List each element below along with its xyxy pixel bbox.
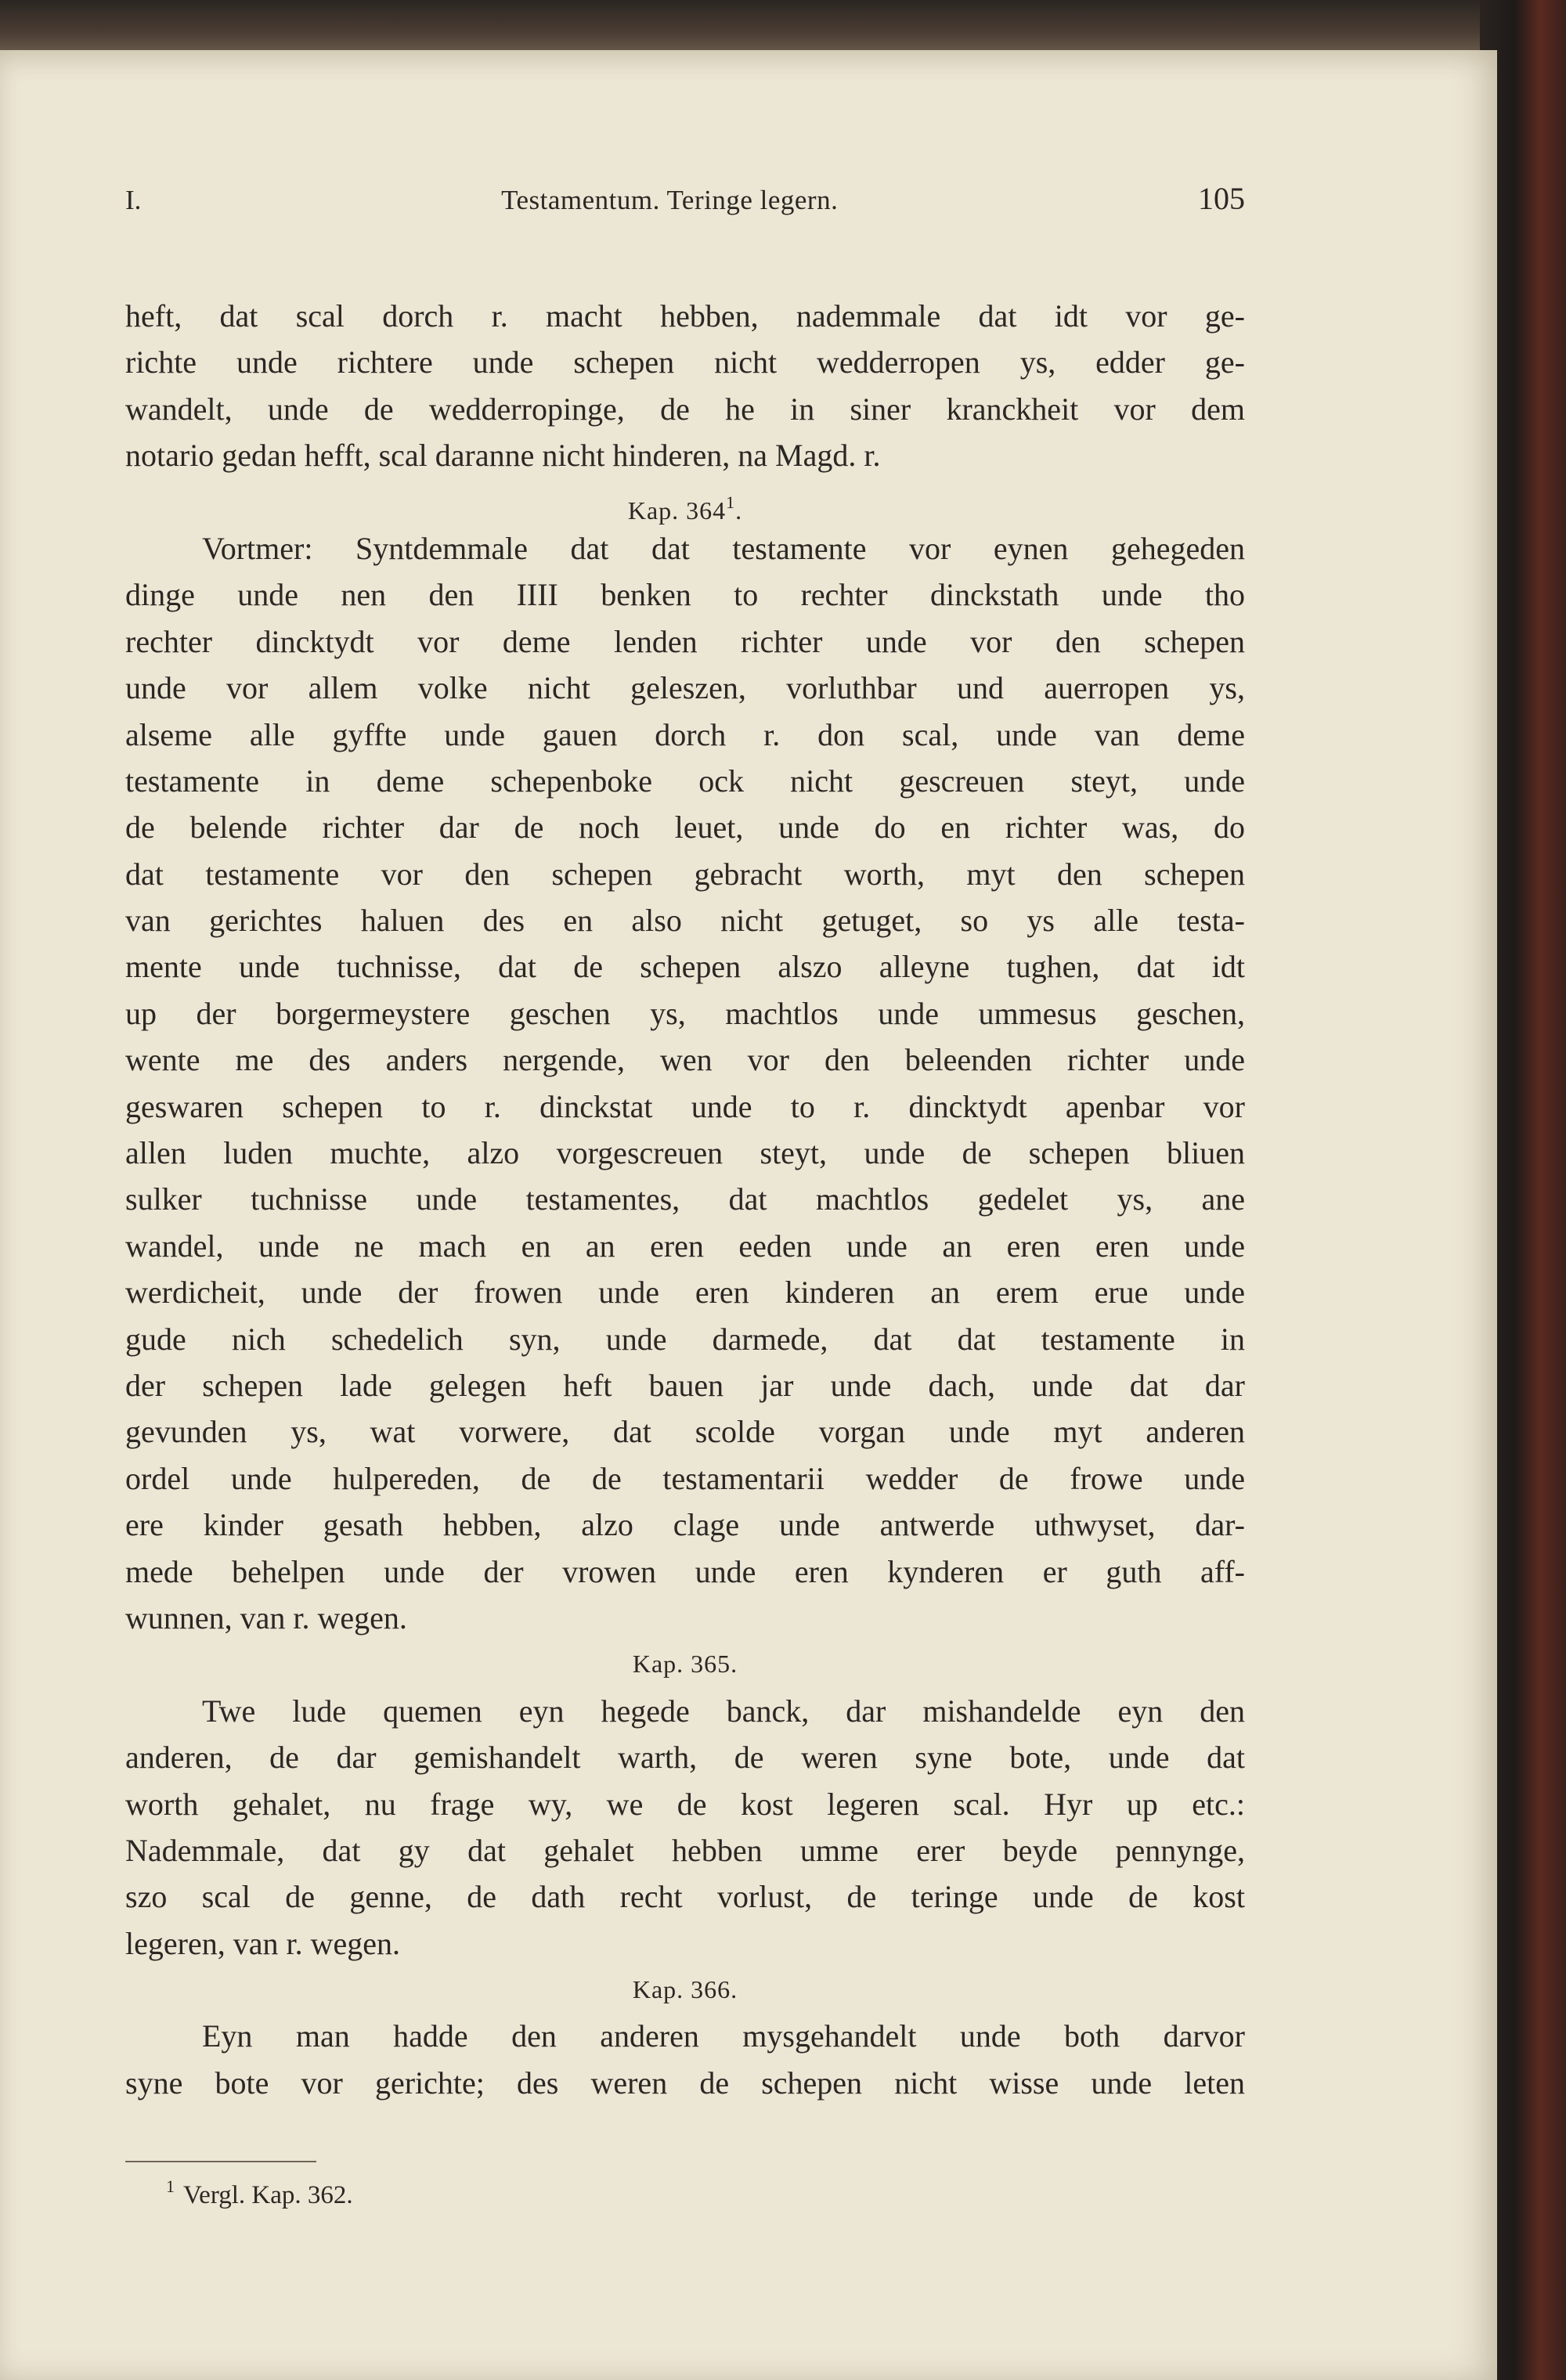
text-line: van gerichtes haluen des en also nicht getuget, so ys alle testa- [125,903,1245,939]
footnote-mark: 1 [166,2176,175,2196]
text-line: werdicheit, unde der frowen unde eren kinderen an erem erue unde [125,1275,1245,1311]
chapter-heading-text: Kap. 365. [632,1650,738,1679]
footnote-text: Vergl. Kap. 362. [183,2181,353,2209]
text-line: allen luden muchte, alzo vorgescreuen steyt, unde de schepen bliuen [125,1135,1245,1171]
text-line: syne bote vor gerichte; des weren de schepen nicht wisse unde leten [125,2064,1245,2101]
text-line: legeren, van r. wegen. [125,1925,400,1961]
footnote [166,2176,353,2210]
text-line: up der borgermeystere geschen ys, machtlos unde ummesus geschen, [125,995,1245,1031]
text-line: rechter dincktydt vor deme lenden richter unde vor den schepen [125,623,1245,659]
text-line: szo scal de genne, de dath recht vorlust, de teringe unde de kost [125,1879,1245,1915]
text-line: de belende richter dar de noch leuet, unde do en richter was, do [125,810,1245,846]
text-line: wunnen, van r. wegen. [125,1599,407,1635]
text-line: Eyn man hadde den anderen mysgehandelt unde both darvor [202,2018,1245,2054]
text-line: testamente in deme schepenboke ock nicht gescreuen steyt, unde [125,763,1245,799]
page-number: 105 [1198,181,1245,216]
text-line: Vortmer: Syntdemmale dat dat testamente vor eynen gehegeden [202,530,1245,566]
text-line: alseme alle gyffte unde gauen dorch r. don scal, unde van deme [125,716,1245,752]
chapter-heading-text: Kap. 366. [632,1975,738,2004]
body-text [125,293,1245,2106]
running-title: Testamentum. Teringe legern. [501,185,839,215]
text-line: dinge unde nen den IIII benken to rechter dinckstath unde tho [125,577,1245,613]
book-top-edge [0,0,1566,55]
text-line: ere kinder gesath hebben, alzo clage unde antwerde uthwyset, dar- [125,1507,1245,1543]
text-line: der schepen lade gelegen heft bauen jar unde dach, unde dat dar [125,1367,1245,1403]
chapter-heading [125,1641,1245,1687]
chapter-heading [125,1967,1245,2013]
book-page [0,50,1497,2380]
text-line: notario gedan hefft, scal daranne nicht hinderen, na Magd. r. [125,438,881,474]
text-line: heft, dat scal dorch r. macht hebben, nademmale dat idt vor ge- [125,298,1245,334]
text-line: wandel, unde ne mach en an eren eeden unde an eren eren unde [125,1228,1245,1264]
chapter-heading [125,479,1245,525]
text-line: unde vor allem volke nicht geleszen, vorluthbar und auerropen ys, [125,670,1245,706]
text-line: gevunden ys, wat vorwere, dat scolde vorgan unde myt anderen [125,1414,1245,1450]
text-line: wente me des anders nergende, wen vor den beleenden richter unde [125,1042,1245,1078]
text-line: anderen, de dar gemishandelt warth, de weren syne bote, unde dat [125,1740,1245,1776]
text-line: gude nich schedelich syn, unde darmede, dat dat testamente in [125,1321,1245,1357]
text-line: wandelt, unde de wedderropinge, de he in siner kranckheit vor dem [125,391,1245,427]
text-line: richte unde richtere unde schepen nicht wedderropen ys, edder ge- [125,344,1245,380]
footnote-rule [125,2161,316,2162]
text-line: mede behelpen unde der vrowen unde eren kynderen er guth aff- [125,1553,1245,1589]
text-line: Nademmale, dat gy dat gehalet hebben umme erer beyde pennynge, [125,1832,1245,1868]
chapter-heading-text: Kap. 364 [627,496,727,525]
text-line: sulker tuchnisse unde testamentes, dat machtlos gedelet ys, ane [125,1181,1245,1217]
text-line: geswaren schepen to r. dinckstat unde to r. dincktydt apenbar vor [125,1088,1245,1124]
chapter-heading-period: . [735,496,743,525]
footnote-reference: 1 [726,492,736,512]
running-header [125,180,1245,227]
section-number: I. [125,185,142,215]
text-line: dat testamente vor den schepen gebracht worth, myt den schepen [125,856,1245,892]
text-line: Twe lude quemen eyn hegede banck, dar mishandelde eyn den [202,1693,1245,1729]
text-line: mente unde tuchnisse, dat de schepen alszo alleyne tughen, dat idt [125,949,1245,985]
text-line: worth gehalet, nu frage wy, we de kost legeren scal. Hyr up etc.: [125,1786,1245,1822]
text-line: ordel unde hulpereden, de de testamentarii wedder de frowe unde [125,1460,1245,1496]
